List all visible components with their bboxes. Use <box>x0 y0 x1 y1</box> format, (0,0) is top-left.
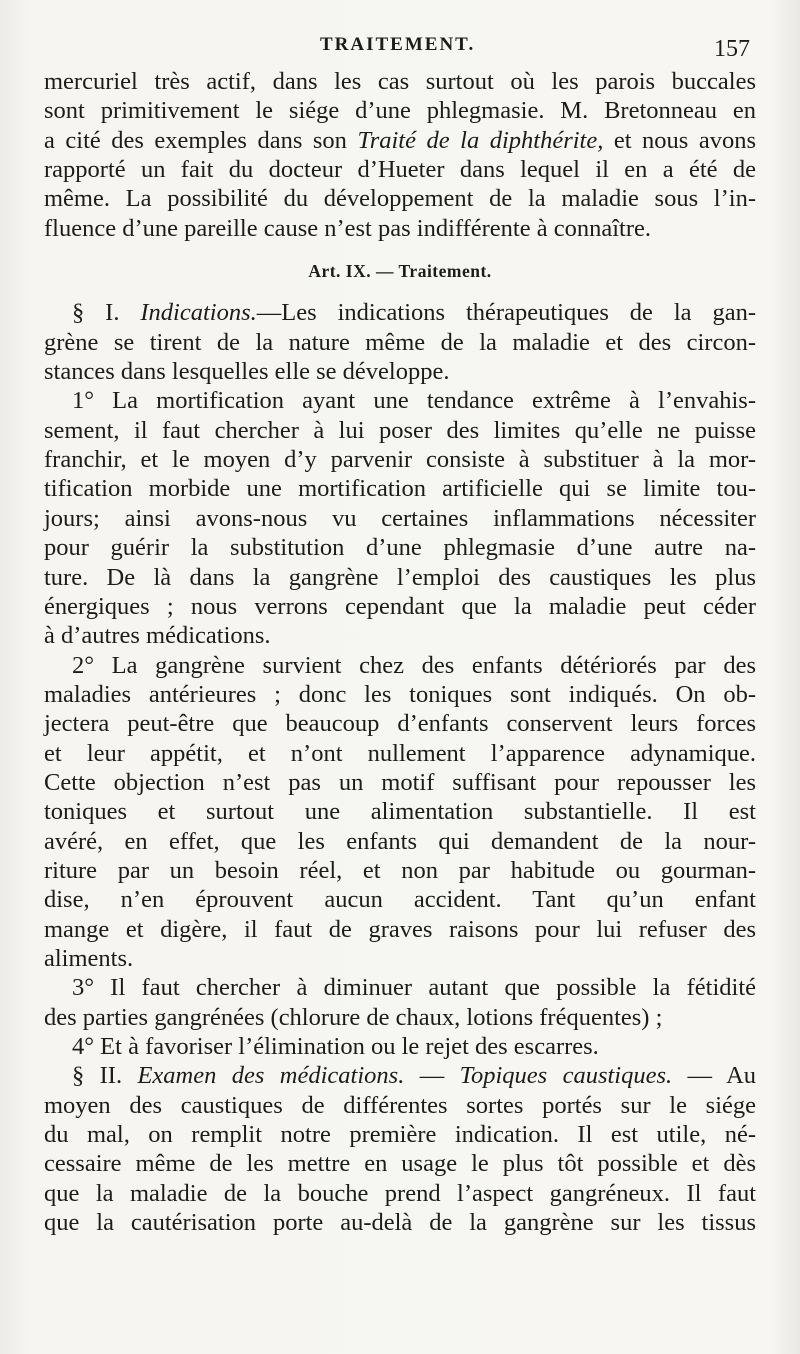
text-line: même. La possibilité du développement de la maladie sous l’in- <box>44 185 756 213</box>
text-line <box>44 1061 756 1090</box>
section-lead: § II. <box>72 1062 138 1090</box>
text-line: stances dans lesquelles elle se développe. <box>44 358 450 386</box>
text-span: a cité des exemples dans son <box>44 126 358 154</box>
text-line: sement, il faut chercher à lui poser des limites qu’elle ne puisse <box>44 416 756 444</box>
text-span: —Les indications thérapeutiques de la gan- <box>256 299 756 327</box>
text-line: grène se tirent de la nature même de la maladie et des circon- <box>44 328 756 356</box>
text-line: et leur appétit, et n’ont nullement l’apparence adynamique. <box>44 739 756 767</box>
text-span: — <box>404 1062 460 1090</box>
text-line: rapporté un fait du docteur d’Hueter dans lequel il en a été de <box>44 156 756 184</box>
text-line: Cette objection n’est pas un motif suffisant pour repousser les <box>44 768 756 796</box>
subheading-italic: Topiques caustiques. <box>459 1062 673 1090</box>
section-title: Art. IX. — Traitement. <box>308 261 492 282</box>
text-span: et nous avons <box>603 126 757 154</box>
page-body <box>44 67 756 1237</box>
text-line <box>44 126 756 155</box>
text-line: toniques et surtout une alimentation substantielle. Il est <box>44 798 756 826</box>
section-heading-italic: Indications. <box>140 299 257 327</box>
text-line: moyen des caustiques de différentes sortes portés sur le siége <box>44 1091 756 1119</box>
text-line: riture par un besoin réel, et non par habitude ou gourman- <box>44 856 756 884</box>
text-line: franchir, et le moyen d’y parvenir consiste à substituer à la mor- <box>44 446 756 474</box>
text-line: sont primitivement le siége d’une phlegmasie. M. Bretonneau en <box>44 97 756 125</box>
section-heading-italic: Examen des médications. <box>137 1062 405 1090</box>
text-line: maladies antérieures ; donc les toniques sont indiqués. On ob- <box>44 680 756 708</box>
text-line: mange et digère, il faut de graves raisons pour lui refuser des <box>44 915 756 943</box>
text-line: énergiques ; nous verrons cependant que la maladie peut céder <box>44 592 756 620</box>
page-header <box>0 34 800 64</box>
section-lead: § I. <box>72 299 141 327</box>
text-line: jours; ainsi avons-nous vu certaines inflammations nécessiter <box>44 504 756 532</box>
text-line: avéré, en effet, que les enfants qui demandent de la nour- <box>44 827 756 855</box>
text-span: — Au <box>672 1062 757 1090</box>
text-line: 1° La mortification ayant une tendance extrême à l’envahis- <box>72 387 756 415</box>
page-number: 157 <box>714 36 750 62</box>
text-line: que la maladie de la bouche prend l’aspect gangréneux. Il faut <box>44 1179 756 1207</box>
running-head: TRAITEMENT. <box>320 34 476 55</box>
text-line: cessaire même de les mettre en usage le plus tôt possible et dès <box>44 1150 756 1178</box>
spacer <box>44 243 756 257</box>
text-line: que la cautérisation porte au-delà de la gangrène sur les tissus <box>44 1209 756 1237</box>
text-line: à d’autres médications. <box>44 622 271 650</box>
book-title-italic: Traité de la diphthérite, <box>357 126 604 154</box>
text-line: 3° Il faut chercher à diminuer autant que possible la fétidité <box>72 974 756 1002</box>
text-line: fluence d’une pareille cause n’est pas indifférente à connaître. <box>44 214 651 242</box>
text-line: tification morbide une mortification artificielle qui se limite tou- <box>44 475 756 503</box>
text-line: dise, n’en éprouvent aucun accident. Tant qu’un enfant <box>44 886 756 914</box>
text-line: des parties gangrénées (chlorure de chaux, lotions fréquentes) ; <box>44 1003 663 1031</box>
text-line: 4° Et à favoriser l’élimination ou le rejet des escarres. <box>72 1033 599 1060</box>
spacer <box>44 286 756 298</box>
text-line: aliments. <box>44 944 134 972</box>
text-line: jectera peut-être que beaucoup d’enfants conservent leurs forces <box>44 710 756 738</box>
text-line: pour guérir la substitution d’une phlegmasie d’une autre na- <box>44 534 756 562</box>
text-line: 2° La gangrène survient chez des enfants détériorés par des <box>72 651 756 679</box>
text-line <box>44 298 756 327</box>
text-line: mercuriel très actif, dans les cas surtout où les parois buccales <box>44 68 756 95</box>
text-line: du mal, on remplit notre première indication. Il est utile, né- <box>44 1121 756 1149</box>
text-line: ture. De là dans la gangrène l’emploi des caustiques les plus <box>44 563 756 591</box>
